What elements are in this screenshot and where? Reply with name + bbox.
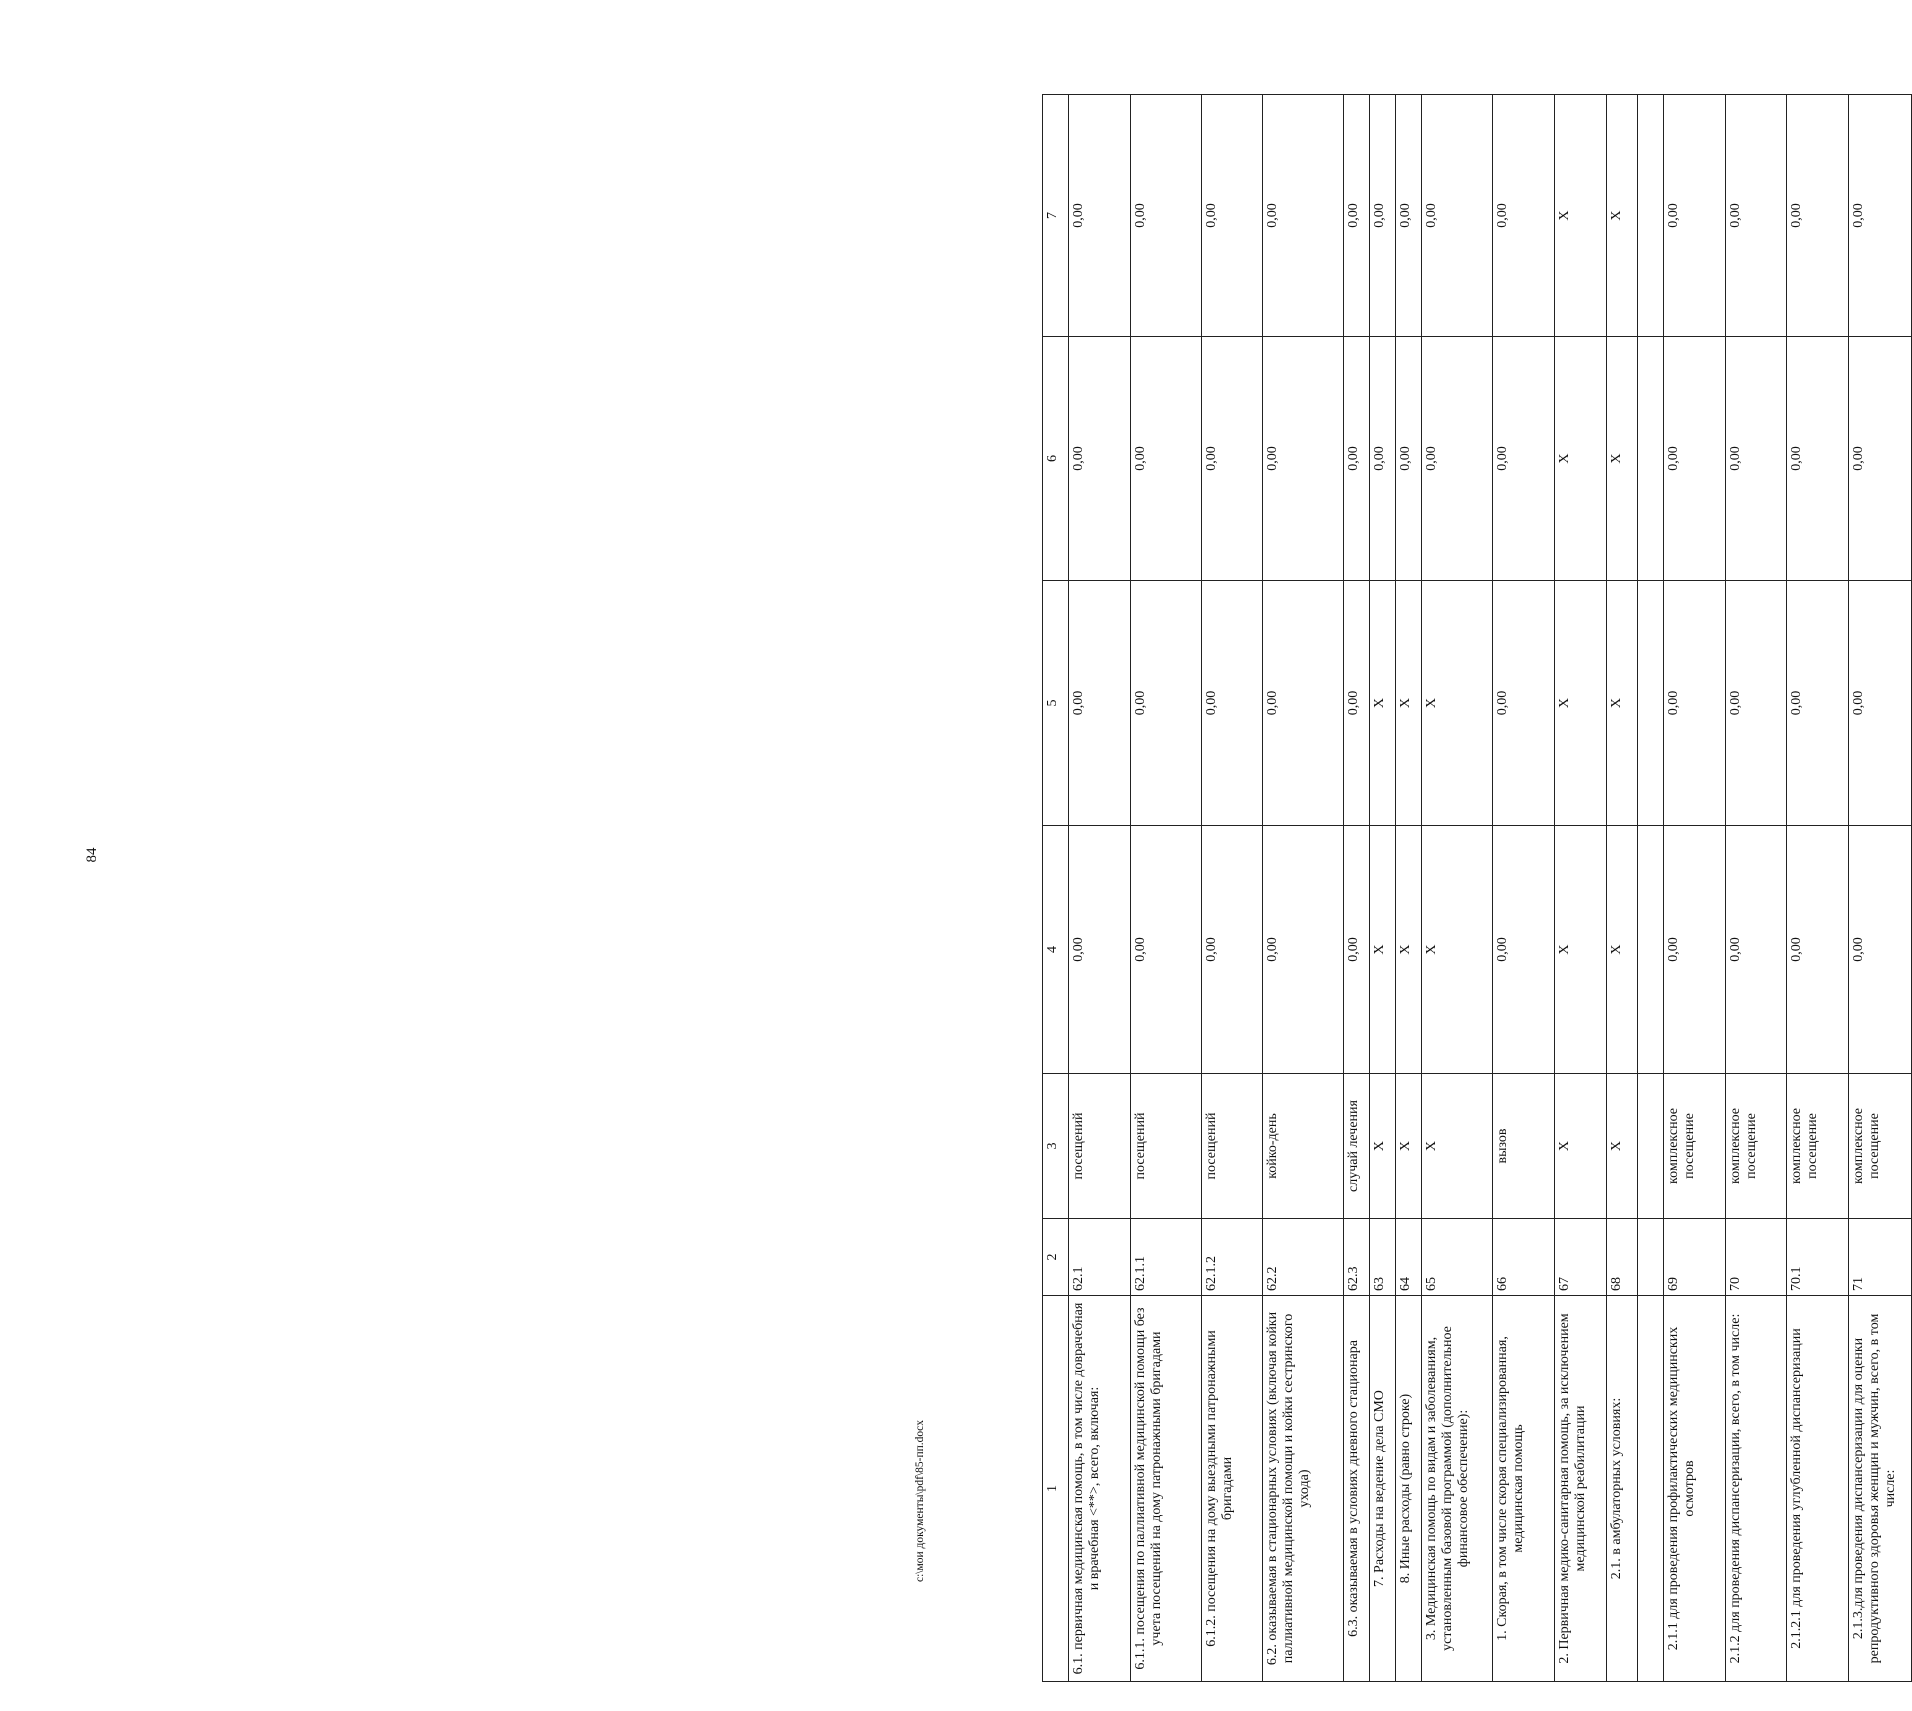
row-code-cell: 69 (1664, 1219, 1726, 1296)
row-value-cell: 0,00 (1344, 95, 1370, 337)
table-row (1555, 95, 1607, 1682)
row-value-cell: 0,00 (1725, 337, 1787, 581)
row-code-cell: 70 (1725, 1219, 1787, 1296)
row-value-cell (1638, 337, 1664, 581)
row-value-cell: 0,00 (1493, 581, 1555, 826)
row-code-cell: 70.1 (1787, 1219, 1849, 1296)
row-value-cell: 0,00 (1069, 581, 1131, 826)
row-code-cell: 63 (1370, 1219, 1396, 1296)
row-value-cell: X (1396, 581, 1422, 826)
row-code-cell: 68 (1607, 1219, 1638, 1296)
row-value-cell: 0,00 (1396, 95, 1422, 337)
row-unit-cell: X (1422, 1074, 1493, 1219)
row-unit-cell: посещений (1201, 1074, 1263, 1219)
row-value-cell: 0,00 (1725, 826, 1787, 1074)
row-value-cell: X (1607, 826, 1638, 1074)
row-unit-cell: посещений (1130, 1074, 1201, 1219)
row-value-cell: 0,00 (1787, 95, 1849, 337)
table-row (1130, 95, 1201, 1682)
row-value-cell: 0,00 (1069, 95, 1131, 337)
row-unit-cell (1638, 1074, 1664, 1219)
row-code-cell: 62.1 (1069, 1219, 1131, 1296)
rotated-table-wrapper (1042, 0, 1912, 1675)
row-value-cell: 0,00 (1787, 581, 1849, 826)
row-value-cell: 0,00 (1725, 95, 1787, 337)
row-value-cell: X (1422, 581, 1493, 826)
row-unit-cell: случай лечения (1344, 1074, 1370, 1219)
row-value-cell: X (1370, 581, 1396, 826)
row-value-cell: X (1607, 95, 1638, 337)
table-row (1493, 95, 1555, 1682)
row-value-cell: 0,00 (1201, 581, 1263, 826)
row-code-cell: 62.1.1 (1130, 1219, 1201, 1296)
table-row (1787, 95, 1849, 1682)
row-value-cell: 0,00 (1422, 95, 1493, 337)
row-unit-cell: X (1555, 1074, 1607, 1219)
header-cell: 7 (1043, 95, 1069, 337)
row-name-cell: 7. Расходы на ведение дела СМО (1370, 1296, 1396, 1682)
row-value-cell: 0,00 (1849, 581, 1912, 826)
row-value-cell: 0,00 (1849, 826, 1912, 1074)
row-unit-cell: комплексное посещение (1787, 1074, 1849, 1219)
row-value-cell: 0,00 (1422, 337, 1493, 581)
data-table (1042, 94, 1912, 1682)
row-unit-cell: комплексное посещение (1664, 1074, 1726, 1219)
row-value-cell: 0,00 (1130, 95, 1201, 337)
row-value-cell: 0,00 (1201, 337, 1263, 581)
row-value-cell: 0,00 (1069, 337, 1131, 581)
row-code-cell: 62.2 (1263, 1219, 1344, 1296)
row-value-cell: 0,00 (1344, 581, 1370, 826)
table-row (1263, 95, 1344, 1682)
row-value-cell (1638, 826, 1664, 1074)
row-value-cell: X (1607, 337, 1638, 581)
row-value-cell: 0,00 (1263, 95, 1344, 337)
row-value-cell: X (1396, 826, 1422, 1074)
row-name-cell: 6.1.1. посещения по паллиативной медицинской помощи без учета посещений на дому патронажными бригадами (1130, 1296, 1201, 1682)
row-code-cell (1638, 1219, 1664, 1296)
row-name-cell: 2.1. в амбулаторных условиях: (1607, 1296, 1638, 1682)
row-value-cell: X (1422, 826, 1493, 1074)
row-value-cell: 0,00 (1493, 826, 1555, 1074)
header-cell: 5 (1043, 581, 1069, 826)
row-name-cell: 6.2. оказываемая в стационарных условиях (включая койки паллиативной медицинской помощи и койки сестринского ухода) (1263, 1296, 1344, 1682)
header-cell: 1 (1043, 1296, 1069, 1682)
row-value-cell: 0,00 (1849, 95, 1912, 337)
table-row (1201, 95, 1263, 1682)
row-value-cell: 0,00 (1787, 337, 1849, 581)
row-value-cell: X (1555, 337, 1607, 581)
row-value-cell: 0,00 (1344, 337, 1370, 581)
row-code-cell: 62.3 (1344, 1219, 1370, 1296)
row-value-cell: 0,00 (1493, 95, 1555, 337)
row-name-cell: 6.3. оказываемая в условиях дневного стационара (1344, 1296, 1370, 1682)
row-value-cell (1638, 95, 1664, 337)
row-value-cell: 0,00 (1787, 826, 1849, 1074)
row-name-cell: 6.1. первичная медицинская помощь, в том числе доврачебная и врачебная <**>, всего, включая: (1069, 1296, 1131, 1682)
row-value-cell: 0,00 (1664, 95, 1726, 337)
table-row (1344, 95, 1370, 1682)
row-value-cell: 0,00 (1130, 337, 1201, 581)
row-name-cell: 2.1.2.1 для проведения углубленной диспансеризации (1787, 1296, 1849, 1682)
row-value-cell: 0,00 (1725, 581, 1787, 826)
row-unit-cell: X (1607, 1074, 1638, 1219)
row-name-cell (1638, 1296, 1664, 1682)
row-unit-cell: комплексное посещение (1849, 1074, 1912, 1219)
row-code-cell: 67 (1555, 1219, 1607, 1296)
row-value-cell: 0,00 (1263, 581, 1344, 826)
header-cell: 3 (1043, 1074, 1069, 1219)
table-row (1725, 95, 1787, 1682)
header-cell: 4 (1043, 826, 1069, 1074)
row-value-cell: 0,00 (1849, 337, 1912, 581)
row-code-cell: 66 (1493, 1219, 1555, 1296)
table-row (1607, 95, 1638, 1682)
row-value-cell: 0,00 (1664, 581, 1726, 826)
row-name-cell: 1. Скорая, в том числе скорая специализированная, медицинская помощь (1493, 1296, 1555, 1682)
row-unit-cell: вызов (1493, 1074, 1555, 1219)
row-value-cell: 0,00 (1396, 337, 1422, 581)
row-name-cell: 8. Иные расходы (равно строке) (1396, 1296, 1422, 1682)
table-row (1638, 95, 1664, 1682)
table-row (1422, 95, 1493, 1682)
row-value-cell: 0,00 (1201, 95, 1263, 337)
row-name-cell: 2.1.1 для проведения профилактических медицинских осмотров (1664, 1296, 1726, 1682)
table-row (1664, 95, 1726, 1682)
row-value-cell: 0,00 (1370, 337, 1396, 581)
row-value-cell: 0,00 (1493, 337, 1555, 581)
row-name-cell: 2. Первичная медико-санитарная помощь, за исключением медицинской реабилитации (1555, 1296, 1607, 1682)
row-unit-cell: койко-день (1263, 1074, 1344, 1219)
row-name-cell: 2.1.3.для проведения диспансеризации для оценки репродуктивного здоровья женщин и мужчин, всего, в том числе: (1849, 1296, 1912, 1682)
row-unit-cell: посещений (1069, 1074, 1131, 1219)
row-name-cell: 3. Медицинская помощь по видам и заболеваниям, установленным базовой программой (дополнительное финансовое обеспечение): (1422, 1296, 1493, 1682)
table-row (1849, 95, 1912, 1682)
table-header-row (1043, 95, 1069, 1682)
row-value-cell: X (1555, 581, 1607, 826)
header-cell: 2 (1043, 1219, 1069, 1296)
table-row (1069, 95, 1131, 1682)
row-value-cell (1638, 581, 1664, 826)
row-code-cell: 62.1.2 (1201, 1219, 1263, 1296)
row-code-cell: 65 (1422, 1219, 1493, 1296)
row-value-cell: 0,00 (1664, 337, 1726, 581)
table-body (1043, 95, 1912, 1682)
row-value-cell: 0,00 (1130, 826, 1201, 1074)
row-value-cell: 0,00 (1344, 826, 1370, 1074)
row-value-cell: 0,00 (1263, 337, 1344, 581)
row-value-cell: X (1555, 826, 1607, 1074)
row-value-cell: 0,00 (1263, 826, 1344, 1074)
row-value-cell: 0,00 (1370, 95, 1396, 337)
row-value-cell: X (1555, 95, 1607, 337)
row-value-cell: X (1607, 581, 1638, 826)
row-unit-cell: X (1396, 1074, 1422, 1219)
row-value-cell: 0,00 (1664, 826, 1726, 1074)
table-row (1370, 95, 1396, 1682)
row-value-cell: 0,00 (1130, 581, 1201, 826)
row-value-cell: 0,00 (1069, 826, 1131, 1074)
row-code-cell: 64 (1396, 1219, 1422, 1296)
row-name-cell: 2.1.2 для проведения диспансеризации, всего, в том числе: (1725, 1296, 1787, 1682)
row-value-cell: 0,00 (1201, 826, 1263, 1074)
page-number: 84 (84, 847, 100, 863)
footer-file-path: c:\мои документы\pdf\85-пп.docx (914, 1419, 926, 1583)
row-name-cell: 6.1.2. посещения на дому выездными патронажными бригадами (1201, 1296, 1263, 1682)
row-code-cell: 71 (1849, 1219, 1912, 1296)
row-value-cell: X (1370, 826, 1396, 1074)
header-cell: 6 (1043, 337, 1069, 581)
table-row (1396, 95, 1422, 1682)
row-unit-cell: X (1370, 1074, 1396, 1219)
row-unit-cell: комплексное посещение (1725, 1074, 1787, 1219)
